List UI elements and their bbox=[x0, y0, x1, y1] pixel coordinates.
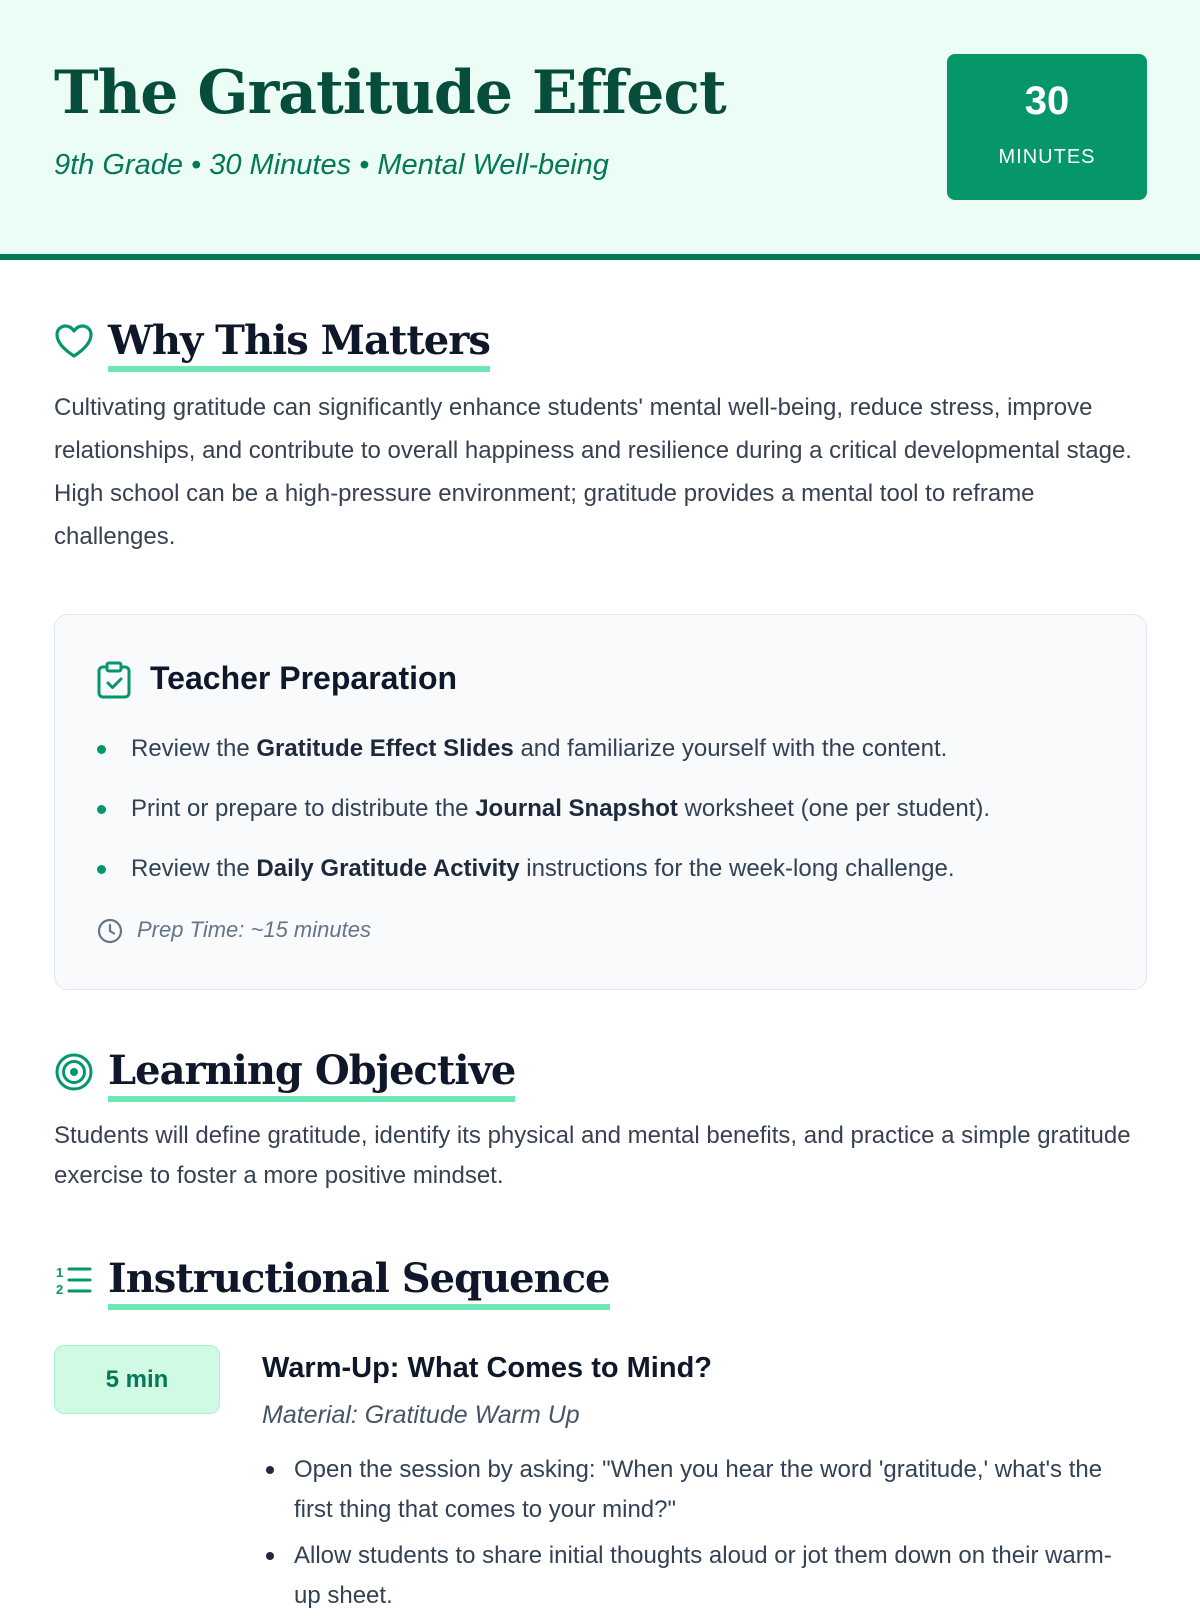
clipboard-check-icon bbox=[97, 661, 131, 699]
numbered-list-icon bbox=[54, 1260, 94, 1300]
list-item bbox=[262, 1536, 1122, 1616]
list-item bbox=[97, 849, 1127, 889]
duration-value: 30 bbox=[1024, 79, 1070, 123]
prep-item-text: Review the Daily Gratitude Activity instructions for the week-long challenge. bbox=[131, 855, 955, 882]
why-title: Why This Matters bbox=[108, 316, 490, 372]
teacher-prep-card bbox=[54, 614, 1147, 990]
bullet-dot bbox=[266, 1466, 274, 1474]
clock-icon bbox=[97, 918, 123, 944]
sequence-title: Instructional Sequence bbox=[108, 1254, 610, 1310]
objective-section-heading bbox=[54, 1046, 554, 1106]
step-title: Warm-Up: What Comes to Mind? bbox=[262, 1352, 712, 1384]
objective-title: Learning Objective bbox=[108, 1046, 515, 1102]
step-bullet-text: Allow students to share initial thoughts aloud or jot them down on their warm-up sheet. bbox=[294, 1542, 1112, 1609]
lesson-header bbox=[0, 0, 1200, 260]
step-duration-badge: 5 min bbox=[54, 1345, 220, 1414]
list-item bbox=[262, 1450, 1122, 1530]
duration-badge bbox=[947, 54, 1147, 200]
target-icon bbox=[54, 1052, 94, 1092]
objective-body: Students will define gratitude, identify its physical and mental benefits, and practice a simple gratitude exercise to foster a more positive mindset. bbox=[54, 1122, 1131, 1189]
lesson-meta: 9th Grade • 30 Minutes • Mental Well-being bbox=[54, 149, 609, 181]
list-item bbox=[97, 789, 1127, 829]
duration-unit: MINUTES bbox=[998, 146, 1096, 168]
why-body: Cultivating gratitude can significantly enhance students' mental well-being, reduce stress, improve relationships, and contribute to overall happiness and resilience during a critical developmental stage. High school can be a high-pressure environment; gratitude provides a mental tool to reframe challenges. bbox=[54, 394, 1132, 550]
bullet-dot bbox=[97, 865, 106, 874]
svg-text:1: 1 bbox=[56, 1265, 64, 1280]
bullet-dot bbox=[266, 1552, 274, 1560]
step-bullet-text: Open the session by asking: "When you hear the word 'gratitude,' what's the first thing that comes to your mind?" bbox=[294, 1456, 1103, 1523]
list-item bbox=[97, 729, 1127, 769]
prep-item-text: Print or prepare to distribute the Journal Snapshot worksheet (one per student). bbox=[131, 795, 991, 822]
heart-icon bbox=[54, 322, 94, 362]
step-material: Material: Gratitude Warm Up bbox=[262, 1401, 580, 1429]
prep-time-text: Prep Time: ~15 minutes bbox=[137, 917, 371, 942]
page-title: The Gratitude Effect bbox=[54, 58, 726, 128]
prep-item-text: Review the Gratitude Effect Slides and familiarize yourself with the content. bbox=[131, 735, 948, 762]
step-bullet-list bbox=[262, 1450, 1122, 1622]
bullet-dot bbox=[97, 805, 106, 814]
why-section-heading bbox=[54, 316, 554, 376]
svg-text:2: 2 bbox=[56, 1282, 64, 1297]
sequence-section-heading bbox=[54, 1254, 614, 1314]
bullet-dot bbox=[97, 745, 106, 754]
prep-title: Teacher Preparation bbox=[150, 660, 458, 696]
